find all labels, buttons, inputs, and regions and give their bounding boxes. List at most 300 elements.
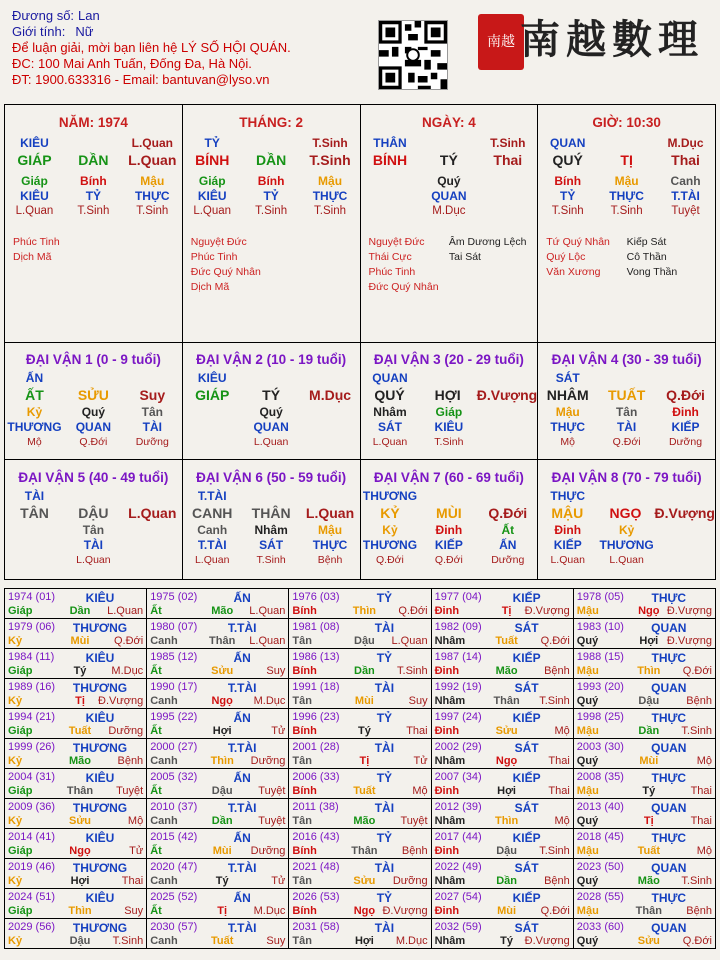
year-label: 1977 (04)	[434, 591, 482, 603]
year-stage: Suy	[266, 665, 286, 677]
pillar-row-stem-branch-cell: Thai	[493, 152, 523, 168]
year-branch: Mão	[353, 815, 376, 827]
daivan-row-god	[183, 371, 360, 386]
pillar-stars-col2	[271, 235, 351, 295]
year-label: 2020 (47)	[150, 861, 198, 873]
year-stem: Giáp	[8, 845, 33, 857]
year-stem: Tân	[292, 935, 312, 947]
year-branch: Mùi	[212, 845, 232, 857]
year-stem: Tân	[292, 815, 312, 827]
daivan-title: ĐẠI VẬN 6 (50 - 59 tuổi)	[196, 470, 347, 485]
year-cell	[574, 589, 716, 619]
pillar-row-hidden-god-cell	[478, 189, 537, 204]
year-god: ẤN	[233, 891, 251, 905]
pillar-stars-col1	[13, 235, 93, 265]
daivan-row-god	[5, 371, 182, 386]
year-stage: Thai	[548, 755, 570, 767]
daivan-god: QUAN	[372, 371, 408, 385]
pillar-row-stage	[538, 204, 715, 219]
pillar-row-hidden-god-cell: THỰC	[609, 189, 644, 203]
year-stem: Canh	[150, 755, 178, 767]
daivan-row-hidden-god	[5, 420, 182, 435]
year-stem: Canh	[150, 695, 178, 707]
daivan-row-stem-branch-cell: KỶ	[380, 505, 400, 521]
daivan-row-hidden-cell: Đinh	[435, 523, 463, 537]
year-stem: Đinh	[434, 605, 460, 617]
year-stage: Q.Đới	[682, 935, 712, 947]
year-god: THỰC	[651, 711, 687, 725]
pillar-row-stage	[5, 204, 182, 219]
year-god: KIÊU	[85, 591, 115, 605]
pillar-row-hidden-cell: Quý	[437, 174, 461, 188]
year-label: 1993 (20)	[576, 681, 624, 693]
pillar-row-god-cell	[64, 136, 123, 151]
daivan-row-hidden-god-cell: KIẾP	[434, 538, 463, 552]
daivan-row-hidden-god	[538, 538, 715, 553]
year-cell	[147, 679, 289, 709]
pillar-row-god-cell: TỶ	[204, 136, 220, 150]
year-cell	[432, 679, 574, 709]
year-stage: Tử	[129, 845, 144, 857]
daivan-row-hidden-cell	[123, 523, 182, 538]
year-stage: Tuyệt	[116, 785, 144, 797]
year-stage: Đ.Vượng	[382, 905, 428, 917]
pillar-row-stage-cell	[478, 204, 537, 219]
daivan-row-stage	[183, 435, 360, 450]
daivan-row-hidden-cell: Quý	[81, 405, 106, 419]
year-cell	[5, 799, 147, 829]
daivan-row-stage-cell: L.Quan	[76, 554, 111, 566]
year-cell	[574, 619, 716, 649]
year-branch: Tý	[642, 785, 656, 797]
header-info	[12, 8, 372, 88]
pillar-star: Dịch Mã	[13, 251, 52, 263]
seal-stamp	[478, 14, 524, 70]
pillar-row-hidden-god-cell: KIÊU	[197, 189, 227, 203]
year-label: 2028 (55)	[576, 891, 624, 903]
daivan-row-stem-branch-cell: MẬU	[551, 505, 584, 521]
daivan-row-stage-cell: Mộ	[560, 436, 575, 448]
year-branch: Tị	[217, 905, 228, 917]
pillar-row-god	[183, 136, 360, 151]
daivan-row-stage	[361, 553, 538, 568]
year-cell	[147, 739, 289, 769]
year-label: 2001 (28)	[292, 741, 340, 753]
daivan-row-stage-cell: L.Quan	[372, 436, 408, 448]
pillar-row-hidden-cell: Bính	[80, 174, 107, 188]
year-god: KIẾP	[512, 591, 541, 605]
pillar-row-hidden-god-cell: THỰC	[312, 189, 348, 203]
year-branch: Sửu	[637, 935, 660, 947]
year-label: 2011 (38)	[292, 801, 339, 813]
year-stage: Bệnh	[117, 755, 144, 767]
year-stem: Đinh	[434, 665, 460, 677]
daivan-row-god	[361, 371, 538, 386]
year-stem: Giáp	[8, 785, 33, 797]
year-stage: Mộ	[696, 755, 712, 767]
daivan-row-hidden-god	[538, 420, 715, 435]
daivan-row-stage	[538, 553, 715, 568]
daivan-row-stem-branch-cell: THÂN	[251, 505, 291, 521]
pillar-row-hidden-god	[5, 189, 182, 204]
pillar-row-hidden-god	[183, 189, 360, 204]
year-stem: Giáp	[8, 725, 33, 737]
year-cell	[574, 769, 716, 799]
daivan-title: ĐẠI VẬN 4 (30 - 39 tuổi)	[551, 352, 702, 367]
year-cell	[5, 769, 147, 799]
daivan-row-hidden-god	[361, 420, 538, 435]
year-god: KIẾP	[512, 771, 541, 785]
daivan-row-hidden-god-cell	[123, 538, 182, 553]
year-cell	[5, 829, 147, 859]
year-god: TÀI	[374, 921, 395, 935]
daivan-row-stem-branch	[5, 386, 182, 405]
year-god: THỰC	[651, 891, 687, 905]
pillar-row-hidden-god-cell: TỶ	[560, 189, 576, 203]
daivan-empty	[64, 489, 123, 504]
daivan-empty	[656, 489, 715, 504]
daivan-cell	[183, 342, 361, 460]
year-branch: Dần	[638, 725, 660, 737]
years-grid	[4, 588, 716, 949]
year-god: THƯƠNG	[72, 921, 128, 935]
year-god: TÀI	[374, 861, 395, 875]
daivan-title: ĐẠI VẬN 8 (70 - 79 tuổi)	[551, 470, 702, 485]
pillar-row-hidden-god-cell: THỰC	[134, 189, 170, 203]
year-stage: Bệnh	[401, 845, 428, 857]
year-label: 2027 (54)	[434, 891, 482, 903]
year-stem: Đinh	[434, 785, 460, 797]
year-branch: Sửu	[68, 815, 92, 827]
year-cell	[289, 859, 431, 889]
year-god: QUAN	[651, 621, 687, 635]
pillar-row-hidden-cell: Giáp	[21, 174, 48, 188]
year-branch: Ngọ	[211, 695, 233, 707]
year-cell	[574, 829, 716, 859]
pillar-cell	[183, 105, 361, 343]
year-stem: Mậu	[576, 905, 599, 917]
year-cell	[432, 589, 574, 619]
pillar-stars	[538, 235, 715, 280]
daivan-row-hidden-god-cell	[656, 538, 715, 553]
year-god: SÁT	[514, 801, 539, 815]
year-branch: Tý	[215, 875, 229, 887]
daivan-row-stem-branch-cell: M.Dục	[309, 387, 352, 403]
pillar-stars-col2	[449, 235, 529, 295]
daivan-row-stem-branch-cell: ẤT	[25, 387, 44, 403]
gender-value: Nữ	[75, 24, 94, 39]
daivan-row-stage-cell: Q.Đới	[79, 436, 108, 448]
daivan-row-stage	[538, 435, 715, 450]
daivan-row-stage-cell: L.Quan	[609, 554, 644, 566]
year-stage: T.Sinh	[112, 935, 144, 947]
year-stem: Mậu	[576, 785, 599, 797]
year-branch: Hợi	[70, 875, 90, 887]
daivan-row-hidden-god-cell: SÁT	[259, 538, 284, 552]
daivan-row-stage-cell	[183, 435, 242, 450]
year-label: 1976 (03)	[292, 591, 340, 603]
year-god: KIÊU	[85, 711, 115, 725]
year-stem: Bính	[292, 845, 317, 857]
year-branch: Mùi	[354, 695, 374, 707]
year-stage: Thai	[121, 875, 144, 887]
year-cell	[5, 679, 147, 709]
year-branch: Dậu	[354, 635, 375, 647]
year-cell	[147, 589, 289, 619]
year-label: 2003 (30)	[576, 741, 624, 753]
pillar-star: Phúc Tinh	[368, 266, 416, 278]
year-stem: Kỷ	[8, 635, 23, 647]
year-stem: Bính	[292, 725, 317, 737]
year-stem: Kỷ	[8, 755, 23, 767]
daivan-row-hidden-cell: Nhâm	[254, 523, 288, 537]
daivan-row-hidden	[5, 405, 182, 420]
year-branch: Dần	[354, 665, 375, 677]
daivan-god: KIÊU	[197, 371, 227, 385]
daivan-row-god	[538, 489, 715, 504]
year-label: 2018 (45)	[576, 831, 624, 843]
pillar-row-god-cell: L.Quan	[131, 136, 173, 150]
daivan-row-hidden-cell: Tân	[82, 523, 105, 537]
year-branch: Hợi	[639, 635, 659, 647]
year-cell	[432, 799, 574, 829]
year-stem: Mậu	[576, 845, 599, 857]
year-stage: Q.Đới	[540, 905, 570, 917]
year-cell	[5, 739, 147, 769]
year-god: SÁT	[514, 921, 539, 935]
daivan-god: THỰC	[550, 489, 586, 503]
pillar-row-stage-cell: T.Sinh	[255, 205, 288, 217]
year-stage: M.Dục	[253, 695, 286, 707]
year-label: 1997 (24)	[434, 711, 482, 723]
year-stage: Thai	[548, 785, 570, 797]
daivan-row-stem-branch-cell: TUẤT	[607, 387, 646, 403]
daivan-row-stem-branch	[538, 504, 715, 523]
year-branch: Ngọ	[638, 605, 660, 617]
year-cell	[147, 619, 289, 649]
year-god: KIẾP	[512, 891, 541, 905]
year-branch: Tị	[643, 815, 654, 827]
year-label: 1974 (01)	[8, 591, 56, 603]
year-stage: Tử	[271, 875, 286, 887]
pillar-title: NĂM: 1974	[58, 115, 128, 130]
year-label: 2025 (52)	[150, 891, 198, 903]
year-cell	[432, 829, 574, 859]
daivan-cell	[5, 342, 183, 460]
qr-code-icon	[378, 20, 448, 90]
year-stage: Bệnh	[544, 875, 570, 887]
daivan-row-hidden-cell: Đinh	[672, 405, 699, 419]
year-stage: L.Quan	[249, 635, 286, 647]
year-stage: Mộ	[412, 785, 428, 797]
pillar-star: Đức Quý Nhân	[368, 281, 439, 293]
year-label: 2031 (58)	[292, 921, 340, 933]
daivan-title: ĐẠI VẬN 1 (0 - 9 tuổi)	[25, 352, 161, 367]
year-god: KIÊU	[85, 651, 115, 665]
pillar-row-hidden-god-cell: T.TÀI	[671, 189, 700, 203]
daivan-row-hidden-god	[361, 538, 538, 553]
pillar-stars-col1	[369, 235, 449, 295]
year-branch: Sửu	[495, 725, 518, 737]
year-branch: Tị	[359, 755, 370, 767]
year-stage: T.Sinh	[539, 695, 570, 707]
pillar-row-stage	[361, 204, 538, 219]
year-label: 1992 (19)	[434, 681, 482, 693]
year-label: 1987 (14)	[434, 651, 482, 663]
year-stem: Mậu	[576, 605, 599, 617]
daivan-row-hidden-cell: Canh	[197, 523, 228, 537]
daivan-row-stem-branch-cell: L.Quan	[305, 505, 355, 521]
year-stem: Giáp	[8, 905, 33, 917]
daivan-god: T.TÀI	[197, 489, 227, 503]
pillar-title: GIỜ: 10:30	[592, 115, 661, 130]
year-stage: Tuyệt	[400, 815, 428, 827]
pillar-cell	[5, 105, 183, 343]
daivan-row-stem-branch	[183, 504, 360, 523]
daivan-row-stage-cell: L.Quan	[253, 436, 289, 448]
year-branch: Ngọ	[495, 755, 518, 767]
pillar-row-stem-branch-cell: QUÝ	[552, 152, 583, 168]
daivan-row-stem-branch-cell: Đ.Vượng	[654, 505, 715, 521]
pillar-row-stem-branch-cell: DẦN	[78, 152, 109, 168]
daivan-cell	[538, 342, 716, 460]
year-god: ẤN	[233, 771, 251, 785]
year-stem: Nhâm	[434, 755, 466, 767]
daivan-row-stage-cell: L.Quan	[194, 554, 230, 566]
daivan-row-stage-cell: Dưỡng	[491, 554, 525, 566]
year-cell	[289, 889, 431, 919]
pillar-row-stage-cell: L.Quan	[15, 205, 54, 217]
daivan-empty	[301, 489, 360, 504]
year-cell	[5, 619, 147, 649]
year-cell	[147, 919, 289, 949]
year-god: THƯƠNG	[72, 621, 128, 635]
year-branch: Tuất	[495, 635, 518, 647]
year-god: KIẾP	[512, 711, 541, 725]
year-label: 2004 (31)	[8, 771, 56, 783]
daivan-row-god	[183, 489, 360, 504]
year-branch: Thìn	[210, 755, 234, 767]
daivan-row-stage-cell: Dưỡng	[668, 436, 703, 448]
year-branch: Tý	[73, 665, 87, 677]
year-label: 1978 (05)	[576, 591, 624, 603]
daivan-row-hidden-god-cell: TÀI	[83, 538, 104, 552]
daivan-god: ẤN	[25, 371, 44, 385]
year-stage: Tử	[271, 725, 286, 737]
daivan-row-stem-branch-cell: TÝ	[262, 387, 281, 403]
daivan-row-stem-branch-cell: QUÝ	[374, 387, 405, 403]
year-god: QUAN	[651, 861, 687, 875]
year-label: 2012 (39)	[434, 801, 482, 813]
year-branch: Mùi	[639, 755, 659, 767]
year-cell	[289, 709, 431, 739]
daivan-row-stem-branch-cell: DẬU	[78, 505, 109, 521]
pillar-row-stage-cell: L.Quan	[193, 205, 232, 217]
year-label: 2021 (48)	[292, 861, 340, 873]
year-label: 1994 (21)	[8, 711, 56, 723]
daivan-row-hidden-cell: Mậu	[318, 523, 343, 537]
daivan-row-hidden	[361, 523, 538, 538]
year-god: KIẾP	[512, 831, 541, 845]
year-stage: Đ.Vượng	[666, 635, 712, 647]
year-label: 2000 (27)	[150, 741, 198, 753]
year-stem: Nhâm	[434, 935, 466, 947]
pillar-row-stem-branch-cell: BÍNH	[372, 152, 408, 168]
pillar-star: Phúc Tinh	[190, 251, 238, 263]
daivan-grid	[4, 342, 716, 580]
daivan-row-stem-branch-cell: NGỌ	[609, 505, 642, 521]
year-god: ẤN	[233, 711, 251, 725]
contact-line-2: ĐC: 100 Mai Anh Tuấn, Đống Đa, Hà Nội.	[12, 56, 252, 71]
daivan-cell	[361, 342, 539, 460]
year-branch: Dậu	[211, 785, 233, 797]
pillar-star: Vong Thần	[626, 266, 678, 278]
owner-label: Đương số:	[12, 8, 75, 23]
daivan-row-hidden-god-cell: THƯƠNG	[7, 420, 62, 434]
daivan-row-hidden-god	[183, 420, 360, 435]
year-god: ẤN	[233, 591, 251, 605]
year-stage: Mộ	[127, 815, 144, 827]
year-branch: Ngọ	[69, 845, 91, 857]
daivan-row-hidden-cell	[656, 523, 715, 538]
year-god: TỶ	[376, 651, 393, 665]
year-stem: Kỷ	[8, 815, 23, 827]
year-label: 1986 (13)	[292, 651, 340, 663]
year-branch: Mão	[69, 755, 91, 767]
year-stem: Mậu	[576, 665, 599, 677]
daivan-row-stage-cell: Dưỡng	[135, 436, 169, 448]
year-branch: Dần	[69, 605, 91, 617]
year-stem: Đinh	[434, 845, 460, 857]
year-stage: Dưỡng	[250, 755, 286, 767]
year-cell	[574, 649, 716, 679]
daivan-row-hidden-cell: Mậu	[555, 405, 580, 419]
year-label: 2023 (50)	[576, 861, 624, 873]
year-god: QUAN	[651, 801, 687, 815]
daivan-row-stage-cell	[123, 553, 182, 568]
year-god: T.TÀI	[227, 681, 257, 695]
year-god: SÁT	[514, 861, 539, 875]
pillar-row-stem-branch-cell: T.Sinh	[309, 152, 351, 168]
year-stage: Q.Đới	[398, 605, 428, 617]
year-branch: Thân	[351, 845, 378, 857]
year-stem: Nhâm	[434, 815, 466, 827]
year-branch: Thìn	[352, 605, 376, 617]
year-branch: Thìn	[68, 905, 92, 917]
year-label: 1984 (11)	[8, 651, 55, 663]
daivan-empty	[64, 371, 123, 386]
pillar-star: Âm Dương Lệch	[448, 236, 527, 248]
daivan-empty	[478, 371, 537, 386]
year-label: 2029 (56)	[8, 921, 56, 933]
pillar-row-stage-cell: T.Sinh	[610, 205, 643, 217]
year-label: 2032 (59)	[434, 921, 482, 933]
pillar-row-stem-branch-cell: GIÁP	[17, 152, 52, 168]
year-cell	[289, 769, 431, 799]
year-label: 2017 (44)	[434, 831, 482, 843]
pillar-row-hidden	[183, 174, 360, 189]
year-god: SÁT	[514, 741, 539, 755]
year-stage: Thai	[406, 725, 428, 737]
year-cell	[147, 859, 289, 889]
daivan-god: THƯƠNG	[362, 489, 418, 503]
year-stage: Đ.Vượng	[524, 935, 570, 947]
daivan-row-hidden	[183, 523, 360, 538]
daivan-row-hidden-cell	[478, 405, 537, 420]
year-branch: Hợi	[497, 785, 516, 797]
year-branch: Mão	[211, 605, 234, 617]
year-stage: Dưỡng	[250, 845, 286, 857]
